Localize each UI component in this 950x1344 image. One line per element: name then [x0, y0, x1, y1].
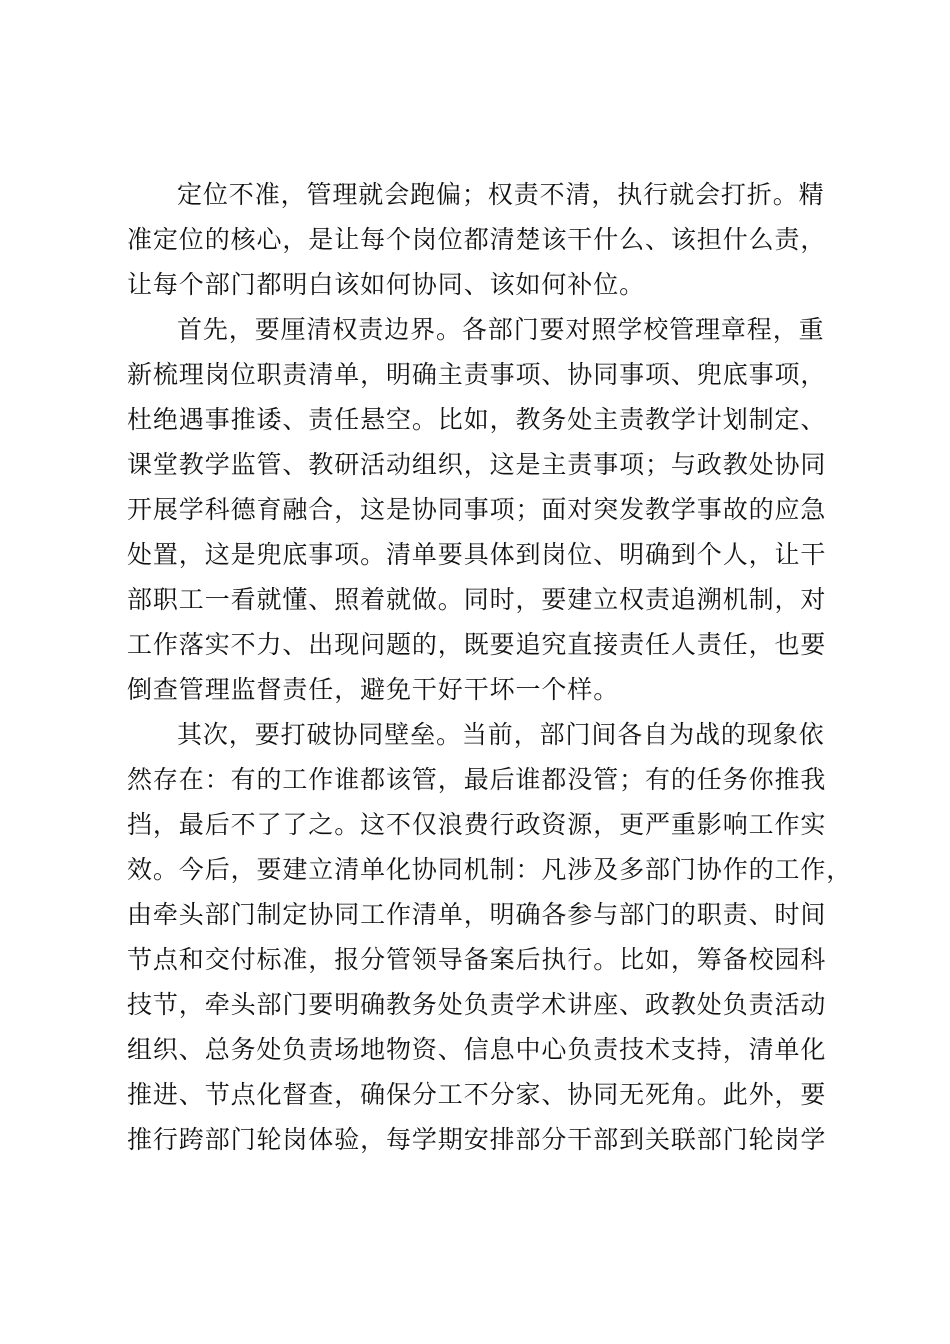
text-line: 效。今后，要建立清单化协同机制：凡涉及多部门协作的工作， [127, 855, 853, 884]
text-line: 让每个部门都明白该如何协同、该如何补位。 [127, 270, 646, 299]
text-line: 部职工一看就懂、照着就做。同时，要建立权责追溯机制，对 [127, 585, 827, 614]
text-line: 开展学科德育融合，这是协同事项；面对突发教学事故的应急 [127, 495, 827, 524]
text-line: 然存在：有的工作谁都该管，最后谁都没管；有的任务你推我 [127, 765, 827, 794]
text-line: 准定位的核心，是让每个岗位都清楚该干什么、该担什么责， [127, 225, 827, 254]
text-line: 其次，要打破协同壁垒。当前，部门间各自为战的现象依 [177, 720, 825, 749]
text-line: 推进、节点化督查，确保分工不分家、协同无死角。此外，要 [127, 1080, 827, 1109]
document-body [127, 172, 853, 1162]
text-line: 组织、总务处负责场地物资、信息中心负责技术支持，清单化 [127, 1035, 827, 1064]
text-line: 首先，要厘清权责边界。各部门要对照学校管理章程，重 [177, 315, 825, 344]
text-line: 课堂教学监管、教研活动组织，这是主责事项；与政教处协同 [127, 450, 827, 479]
paragraph-responsibility [127, 307, 837, 712]
text-line: 杜绝遇事推诿、责任悬空。比如，教务处主责教学计划制定、 [127, 405, 827, 434]
text-line: 定位不准，管理就会跑偏；权责不清，执行就会打折。精 [177, 180, 825, 209]
text-line: 由牵头部门制定协同工作清单，明确各参与部门的职责、时间 [127, 900, 827, 929]
paragraph-collaboration [127, 712, 853, 1162]
text-line: 技节，牵头部门要明确教务处负责学术讲座、政教处负责活动 [127, 990, 827, 1019]
text-line: 新梳理岗位职责清单，明确主责事项、协同事项、兜底事项， [127, 360, 827, 389]
text-line: 推行跨部门轮岗体验，每学期安排部分干部到关联部门轮岗学 [127, 1125, 827, 1154]
paragraph-positioning [127, 172, 837, 307]
text-line: 挡，最后不了了之。这不仅浪费行政资源，更严重影响工作实 [127, 810, 827, 839]
text-line: 工作落实不力、出现问题的，既要追究直接责任人责任，也要 [127, 630, 827, 659]
text-line: 倒查管理监督责任，避免干好干坏一个样。 [127, 675, 620, 704]
text-line: 节点和交付标准，报分管领导备案后执行。比如，筹备校园科 [127, 945, 827, 974]
text-line: 处置，这是兜底事项。清单要具体到岗位、明确到个人，让干 [127, 540, 827, 569]
